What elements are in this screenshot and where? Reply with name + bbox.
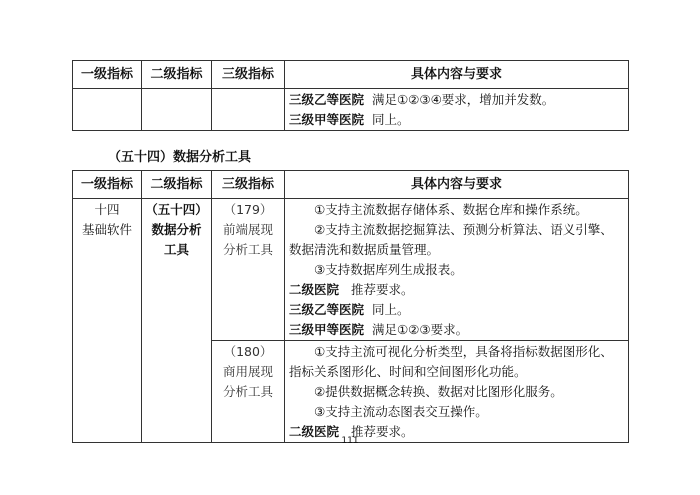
level2-number: （五十四） (145, 202, 208, 217)
empty-cell (212, 89, 285, 131)
content-cell (285, 341, 629, 443)
level3-name-line2: 分析工具 (222, 242, 273, 257)
header-level3: 三级指标 (212, 61, 285, 89)
header-content: 具体内容与要求 (285, 171, 629, 199)
level1-cell (73, 199, 142, 443)
requirement-line (289, 280, 624, 300)
requirement-line: 指标关系图形化、时间和空间图形化功能。 (289, 364, 527, 379)
page-number: 111 (341, 436, 359, 446)
header-level2: 二级指标 (142, 171, 212, 199)
requirement-line: ③支持数据库列生成报表。 (314, 262, 463, 277)
requirement-text: 推荐要求。 (350, 424, 414, 439)
requirement-line (289, 300, 624, 320)
level2-name-line1: 数据分析 (151, 222, 202, 237)
header-content: 具体内容与要求 (285, 61, 629, 89)
requirement-line (289, 320, 624, 340)
continuation-table (72, 60, 629, 131)
requirement-text: 推荐要求。 (350, 282, 414, 297)
table-row (73, 89, 629, 131)
hospital-level-label: 二级医院 (289, 424, 340, 439)
requirement-line: ③支持主流动态图表交互操作。 (314, 404, 488, 419)
level3-name-line2: 分析工具 (222, 384, 273, 399)
level3-cell (212, 199, 285, 341)
level3-number: （179） (223, 202, 273, 217)
requirement-line (289, 90, 624, 110)
hospital-level-label: 二级医院 (289, 282, 340, 297)
hospital-level-label: 三级甲等医院 (289, 322, 365, 337)
requirement-line: ①支持主流可视化分析类型，具备将指标数据图形化、 (314, 344, 613, 359)
level3-name-line1: 前端展现 (222, 222, 273, 237)
empty-cell (142, 89, 212, 131)
level1-name: 基础软件 (81, 222, 132, 237)
requirement-text: 满足①②③④要求，增加并发数。 (371, 92, 555, 107)
requirement-line (289, 110, 624, 130)
section-title: （五十四）数据分析工具 (108, 150, 252, 165)
level3-number: （180） (223, 344, 273, 359)
content-cell (285, 199, 629, 341)
requirement-text: 满足①②③要求。 (371, 322, 469, 337)
level3-name-line1: 商用展现 (222, 364, 273, 379)
level2-cell (142, 199, 212, 443)
table-header-row (73, 171, 629, 199)
hospital-level-label: 三级乙等医院 (289, 92, 365, 107)
requirement-text: 同上。 (371, 112, 410, 127)
hospital-level-label: 三级甲等医院 (289, 112, 365, 127)
header-level2: 二级指标 (142, 61, 212, 89)
requirement-line: ②支持主流数据挖掘算法、预测分析算法、语义引擎、 (314, 222, 613, 237)
content-cell (285, 89, 629, 131)
header-level3: 三级指标 (212, 171, 285, 199)
level2-name-line2: 工具 (163, 242, 189, 257)
table-row (73, 199, 629, 341)
hospital-level-label: 三级乙等医院 (289, 302, 365, 317)
requirement-line: ②提供数据概念转换、数据对比图形化服务。 (314, 384, 563, 399)
level1-number: 十四 (94, 202, 120, 217)
data-analysis-table (72, 170, 629, 443)
level3-cell (212, 341, 285, 443)
header-level1: 一级指标 (73, 61, 142, 89)
requirement-line: 数据清洗和数据质量管理。 (289, 242, 440, 257)
header-level1: 一级指标 (73, 171, 142, 199)
requirement-line: ①支持主流数据存储体系、数据仓库和操作系统。 (314, 202, 588, 217)
empty-cell (73, 89, 142, 131)
table-header-row (73, 61, 629, 89)
requirement-text: 同上。 (371, 302, 410, 317)
